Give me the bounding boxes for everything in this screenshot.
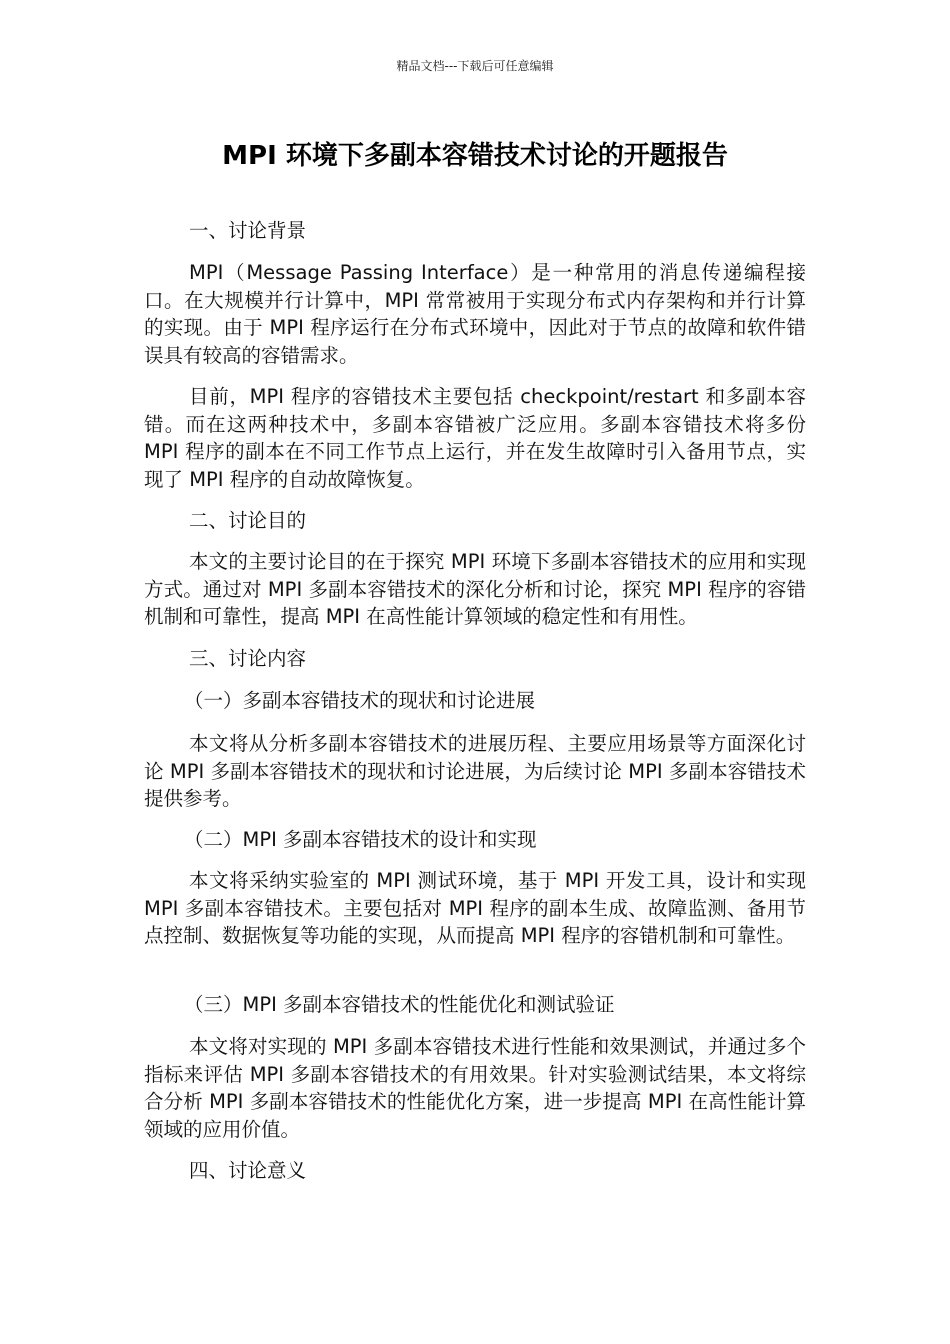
paragraph-subsection-1: 本文将从分析多副本容错技术的进展历程、主要应用场景等方面深化讨论 MPI 多副本容错技术的现状和讨论进展，为后续讨论 MPI 多副本容错技术提供参考。 [144, 732, 806, 811]
paragraph-subsection-3: 本文将对实现的 MPI 多副本容错技术进行性能和效果测试，并通过多个指标来评估 MPI 多副本容错技术的有用效果。针对实验测试结果，本文将综合分析 MPI 多副本容错技术的性能优化方案，进一步提高 MPI 在高性能计算领域的应用价值。 [144, 1035, 806, 1141]
subsection-heading-2: （二）MPI 多副本容错技术的设计和实现 [184, 828, 537, 851]
section-heading-significance: 四、讨论意义 [189, 1159, 307, 1182]
document-title: MPI 环境下多副本容错技术讨论的开题报告 [222, 141, 728, 171]
paragraph-background-2: 目前，MPI 程序的容错技术主要包括 checkpoint/restart 和多副本容错。而在这两种技术中，多副本容错被广泛应用。多副本容错技术将多份 MPI 程序的副本在不同工作节点上运行，并在发生故障时引入备用节点，实现了 MPI 程序的自动故障恢复。 [144, 385, 806, 491]
subsection-heading-1: （一）多副本容错技术的现状和讨论进展 [184, 689, 536, 712]
section-heading-purpose: 二、讨论目的 [189, 509, 307, 532]
page-header-note: 精品文档---下载后可任意编辑 [396, 59, 554, 73]
section-heading-background: 一、讨论背景 [189, 219, 307, 242]
subsection-heading-3: （三）MPI 多副本容错技术的性能优化和测试验证 [184, 993, 615, 1016]
section-heading-content: 三、讨论内容 [189, 647, 307, 670]
paragraph-background-1: MPI（Message Passing Interface）是一种常用的消息传递编程接口。在大规模并行计算中，MPI 常常被用于实现分布式内存架构和并行计算的实现。由于 MPI 程序运行在分布式环境中，因此对于节点的故障和软件错误具有较高的容错需求。 [144, 261, 806, 367]
paragraph-subsection-2: 本文将采纳实验室的 MPI 测试环境，基于 MPI 开发工具，设计和实现 MPI 多副本容错技术。主要包括对 MPI 程序的副本生成、故障监测、备用节点控制、数据恢复等功能的实现，从而提高 MPI 程序的容错机制和可靠性。 [144, 869, 806, 948]
paragraph-purpose: 本文的主要讨论目的在于探究 MPI 环境下多副本容错技术的应用和实现方式。通过对 MPI 多副本容错技术的深化分析和讨论，探究 MPI 程序的容错机制和可靠性，提高 MPI 在高性能计算领域的稳定性和有用性。 [144, 550, 806, 629]
